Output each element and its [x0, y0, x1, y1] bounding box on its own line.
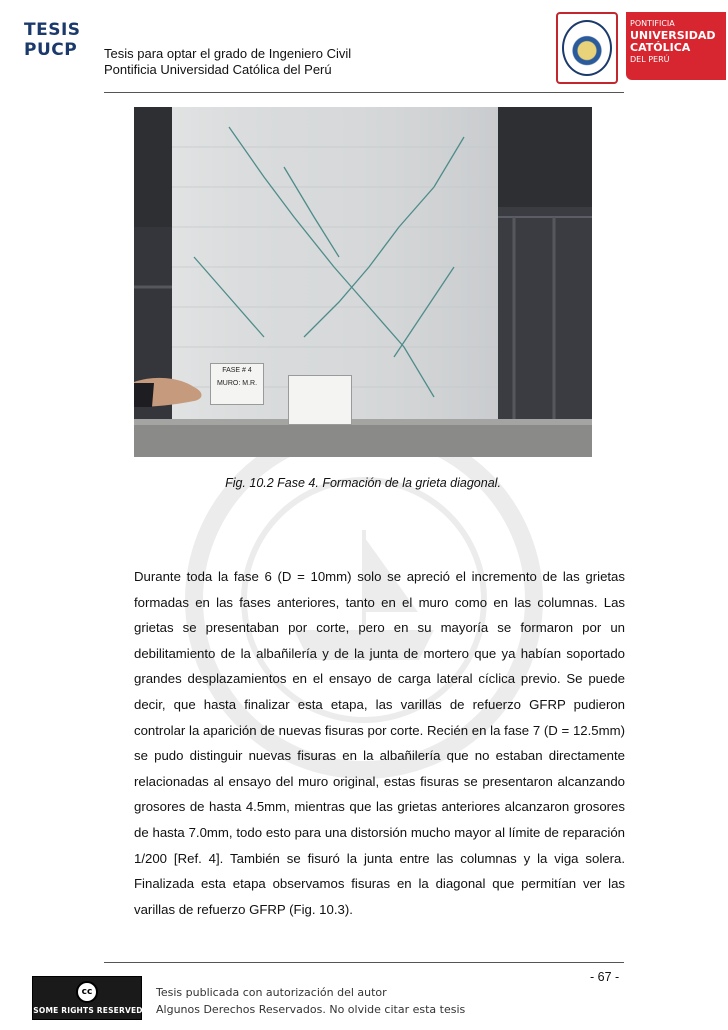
uni-logo-line2: UNIVERSIDAD	[630, 29, 716, 42]
brand-text: TESIS PUCP	[24, 20, 81, 60]
uni-logo-line3: CATÓLICA	[630, 41, 691, 54]
cc-icon: cc	[76, 981, 98, 1003]
footer-divider	[104, 962, 624, 963]
figure-photo	[134, 107, 592, 457]
header-divider	[104, 92, 624, 93]
footer-note-authorization: Tesis publicada con autorización del autor	[156, 986, 387, 999]
figure-caption: Fig. 10.2 Fase 4. Formación de la grieta diagonal.	[225, 476, 501, 490]
university-seal-icon	[556, 12, 618, 84]
header-university-line: Pontificia Universidad Católica del Perú	[104, 62, 332, 77]
footer-note-rights: Algunos Derechos Reservados. No olvide citar esta tesis	[156, 1003, 466, 1016]
cc-label: SOME RIGHTS RESERVED	[33, 1006, 143, 1015]
phase-sign-line2: MURO: M.R.	[216, 380, 258, 387]
header-degree-line: Tesis para optar el grado de Ingeniero Civil	[104, 46, 352, 61]
university-logo	[626, 12, 726, 80]
tesis-pucp-logo	[0, 0, 110, 60]
page-number: - 67 -	[590, 970, 620, 984]
lab-label-sign	[288, 375, 352, 425]
uni-logo-line4: DEL PERÚ	[630, 55, 670, 64]
phase-sign-line1: FASE # 4	[222, 367, 252, 374]
body-paragraph: Durante toda la fase 6 (D = 10mm) solo se apreció el incremento de las grietas formadas en las fases anteriores, tanto en el muro como en las columnas. Las grietas se presentaban por corte, pero en su mayoría se formaron por un debilitamiento de la albañilería y de la junta de mortero que ya habían soportado grandes desplazamientos en el ensayo de carga lateral cíclica previo. Se puede decir, que hasta finalizar esta etapa, las varillas de refuerzo GFRP pudieron controlar la aparición de nuevas fisuras por corte. Recién en la fase 7 (D = 12.5mm) se pudo distinguir nuevas fisuras en la albañilería que no estaban directamente relacionadas al ensayo del muro original, estas fisuras se presentaron alcanzando grosores de hasta 4.5mm, mientras que las grietas anteriores alcanzaron grosores de hasta 7.0mm, todo esto para una distorsión mucho mayor al límite de reparación 1/200 [Ref. 4]. También se fisuró la junta entre las columnas y la viga solera. Finalizada esta etapa observamos fisuras en la diagonal que permitían ver las varillas de refuerzo GFRP (Fig. 10.3).	[134, 569, 625, 917]
phase-sign	[210, 363, 264, 405]
page-header	[0, 0, 728, 92]
uni-logo-line1: PONTIFICIA	[630, 19, 675, 28]
creative-commons-badge[interactable]	[32, 976, 142, 1020]
